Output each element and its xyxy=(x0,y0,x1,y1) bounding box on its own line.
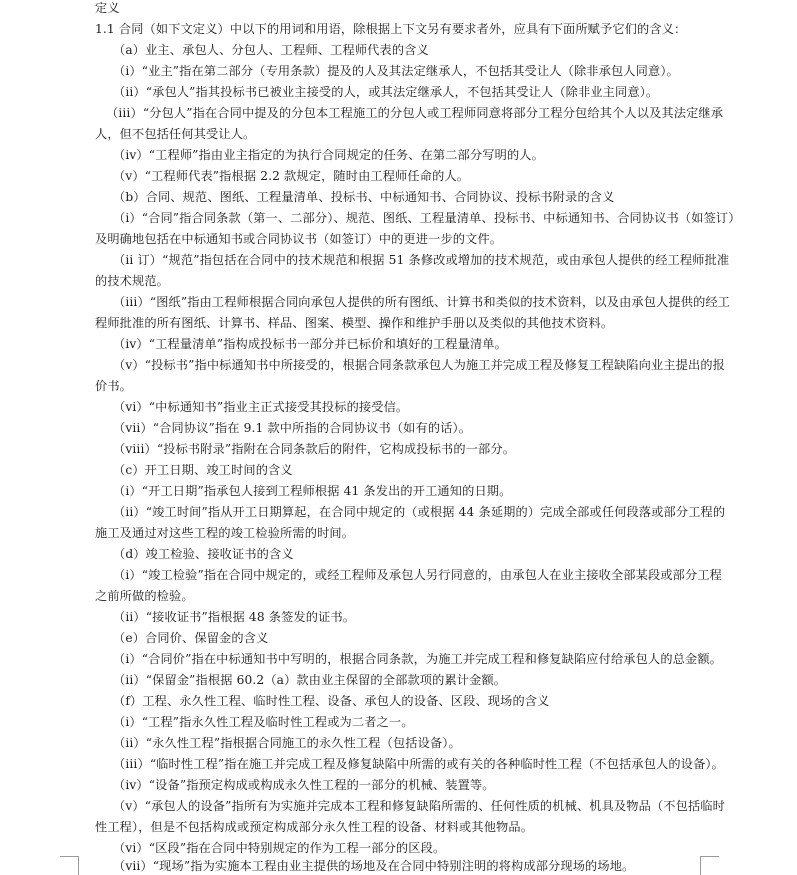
definition-item: （i）“开工日期”指承包人接到工程师根据 41 条发出的开工通知的日期。 xyxy=(113,484,512,498)
definition-item: （ii）“竣工时间”指从开工日期算起，在合同中规定的（或根据 44 条延期的）完成全部或任何段落或部分工程的 xyxy=(113,505,726,519)
definition-item: （vi）“中标通知书”指业主正式接受其投标的接受信。 xyxy=(113,400,409,414)
definition-item: （v）“投标书”指中标通知书中所接受的，根据合同条款承包人为施工并完成工程及修复工程缺陷向业主提出的报 xyxy=(113,358,725,372)
definition-item: （vi）“区段”指在合同中特别规定的作为工程一部分的区段。 xyxy=(113,841,446,855)
definition-item-continued: 程师批准的所有图纸、计算书、样品、图案、模型、操作和维护手册以及类似的其他技术资料。 xyxy=(95,316,614,330)
subsection-heading-c: （c）开工日期、竣工时间的含义 xyxy=(113,463,293,477)
definition-item-continued: 的技术规范。 xyxy=(95,274,170,288)
definition-item: （iii）“图纸”指由工程师根据合同向承包人提供的所有图纸、计算书和类似的技术资料，以及由承包人提供的经工 xyxy=(113,295,731,309)
definition-item: （vii）“现场”指为实施本工程由业主提供的场地及在合同中特别注明的将构成部分现场的场地。 xyxy=(113,859,635,873)
definition-item-continued: 人，但不包括任何其受让人。 xyxy=(95,127,256,141)
definition-item: （v）“工程师代表”指根据 2.2 款规定，随时由工程师任命的人。 xyxy=(113,169,470,183)
definition-item: （v）“承包人的设备”指所有为实施并完成本工程和修复缺陷所需的、任何性质的机械、机具及物品（不包括临时 xyxy=(113,799,725,813)
definition-item-continued: 之前所做的检验。 xyxy=(95,589,194,603)
definition-item: （vii）“合同协议”指在 9.1 款中所指的合同协议书（如有的话）。 xyxy=(113,421,472,435)
subsection-heading-a: （a）业主、承包人、分包人、工程师、工程师代表的含义 xyxy=(113,43,429,57)
subsection-heading-f: （f）工程、永久性工程、临时性工程、设备、承包人的设备、区段、现场的含义 xyxy=(113,694,550,708)
definition-item: （iv）“工程师”指由业主指定的为执行合同规定的任务、在第二部分写明的人。 xyxy=(113,148,544,162)
subsection-heading-d: （d）竣工检验、接收证书的含义 xyxy=(113,547,294,561)
definition-item: （i）“合同价”指在中标通知书中写明的，根据合同条款，为施工并完成工程和修复缺陷应付给承包人的总金额。 xyxy=(113,652,723,666)
definition-item: （ii）“接收证书”指根据 48 条签发的证书。 xyxy=(113,610,356,624)
definition-item: （i）“竣工检验”指在合同中规定的，或经工程师及承包人另行同意的，由承包人在业主接收全部某段或部分工程 xyxy=(113,568,723,582)
definition-item: （ii）“承包人”指其投标书已被业主接受的人，或其法定继承人，不包括其受让人（除非业主同意）。 xyxy=(113,85,659,99)
subsection-heading-e: （e）合同价、保留金的含义 xyxy=(113,631,269,645)
definition-item-continued: 及明确地包括在中标通知书或合同协议书（如签订）中的更进一步的文件。 xyxy=(95,232,503,246)
definition-item-continued: 性工程），但是不包括构成或预定构成部分永久性工程的设备、材料或其他物品。 xyxy=(95,820,534,834)
page-corner-mark-left xyxy=(60,856,79,875)
clause-1-1: 1.1 合同（如下文定义）中以下的用词和用语，除根据上下文另有要求者外，应具有下面所赋予它们的含义： xyxy=(95,22,687,36)
definition-item-continued: 价书。 xyxy=(95,379,133,393)
definition-item: （ii 订）“规范”指包括在合同中的技术规范和根据 51 条修改或增加的技术规范，或由承包人提供的经工程师批准 xyxy=(113,253,730,267)
definition-item: （ii）“永久性工程”指根据合同施工的永久性工程（包括设备）。 xyxy=(113,736,461,750)
page-corner-mark-right xyxy=(700,856,719,875)
definition-item: （i）“合同”指合同条款（第一、二部分）、规范、图纸、工程量清单、投标书、中标通知书、合同协议书（如签订） xyxy=(113,211,741,225)
definition-item: （iii）“分包人”指在合同中提及的分包本工程施工的分包人或工程师同意将部分工程分包给其个人以及其法定继承 xyxy=(106,106,724,120)
definition-item: （iii）“临时性工程”指在施工并完成工程及修复缺陷中所需的或有关的各种临时性工程（不包括承包人的设备）。 xyxy=(113,757,725,771)
subsection-heading-b: （b）合同、规范、图纸、工程量清单、投标书、中标通知书、合同协议、投标书附录的含义 xyxy=(113,190,615,204)
definition-item: （iv）“设备”指预定构成或构成永久性工程的一部分的机械、装置等。 xyxy=(113,778,495,792)
definition-item: （i）“业主”指在第二部分（专用条款）提及的人及其法定继承人，不包括其受让人（除非承包人同意）。 xyxy=(113,64,679,78)
section-heading: 定义 xyxy=(95,1,120,15)
definition-item-continued: 施工及通过对这些工程的竣工检验所需的时间。 xyxy=(95,526,355,540)
definition-item: （iv）“工程量清单”指构成投标书一部分并已标价和填好的工程量清单。 xyxy=(113,337,507,351)
definition-item: （ii）“保留金”指根据 60.2（a）款由业主保留的全部款项的累计金额。 xyxy=(113,673,507,687)
definition-item: （i）“工程”指永久性工程及临时性工程或为二者之一。 xyxy=(113,715,414,729)
definition-item: （viii）“投标书附录”指附在合同条款后的附件，它构成投标书的一部分。 xyxy=(113,442,516,456)
